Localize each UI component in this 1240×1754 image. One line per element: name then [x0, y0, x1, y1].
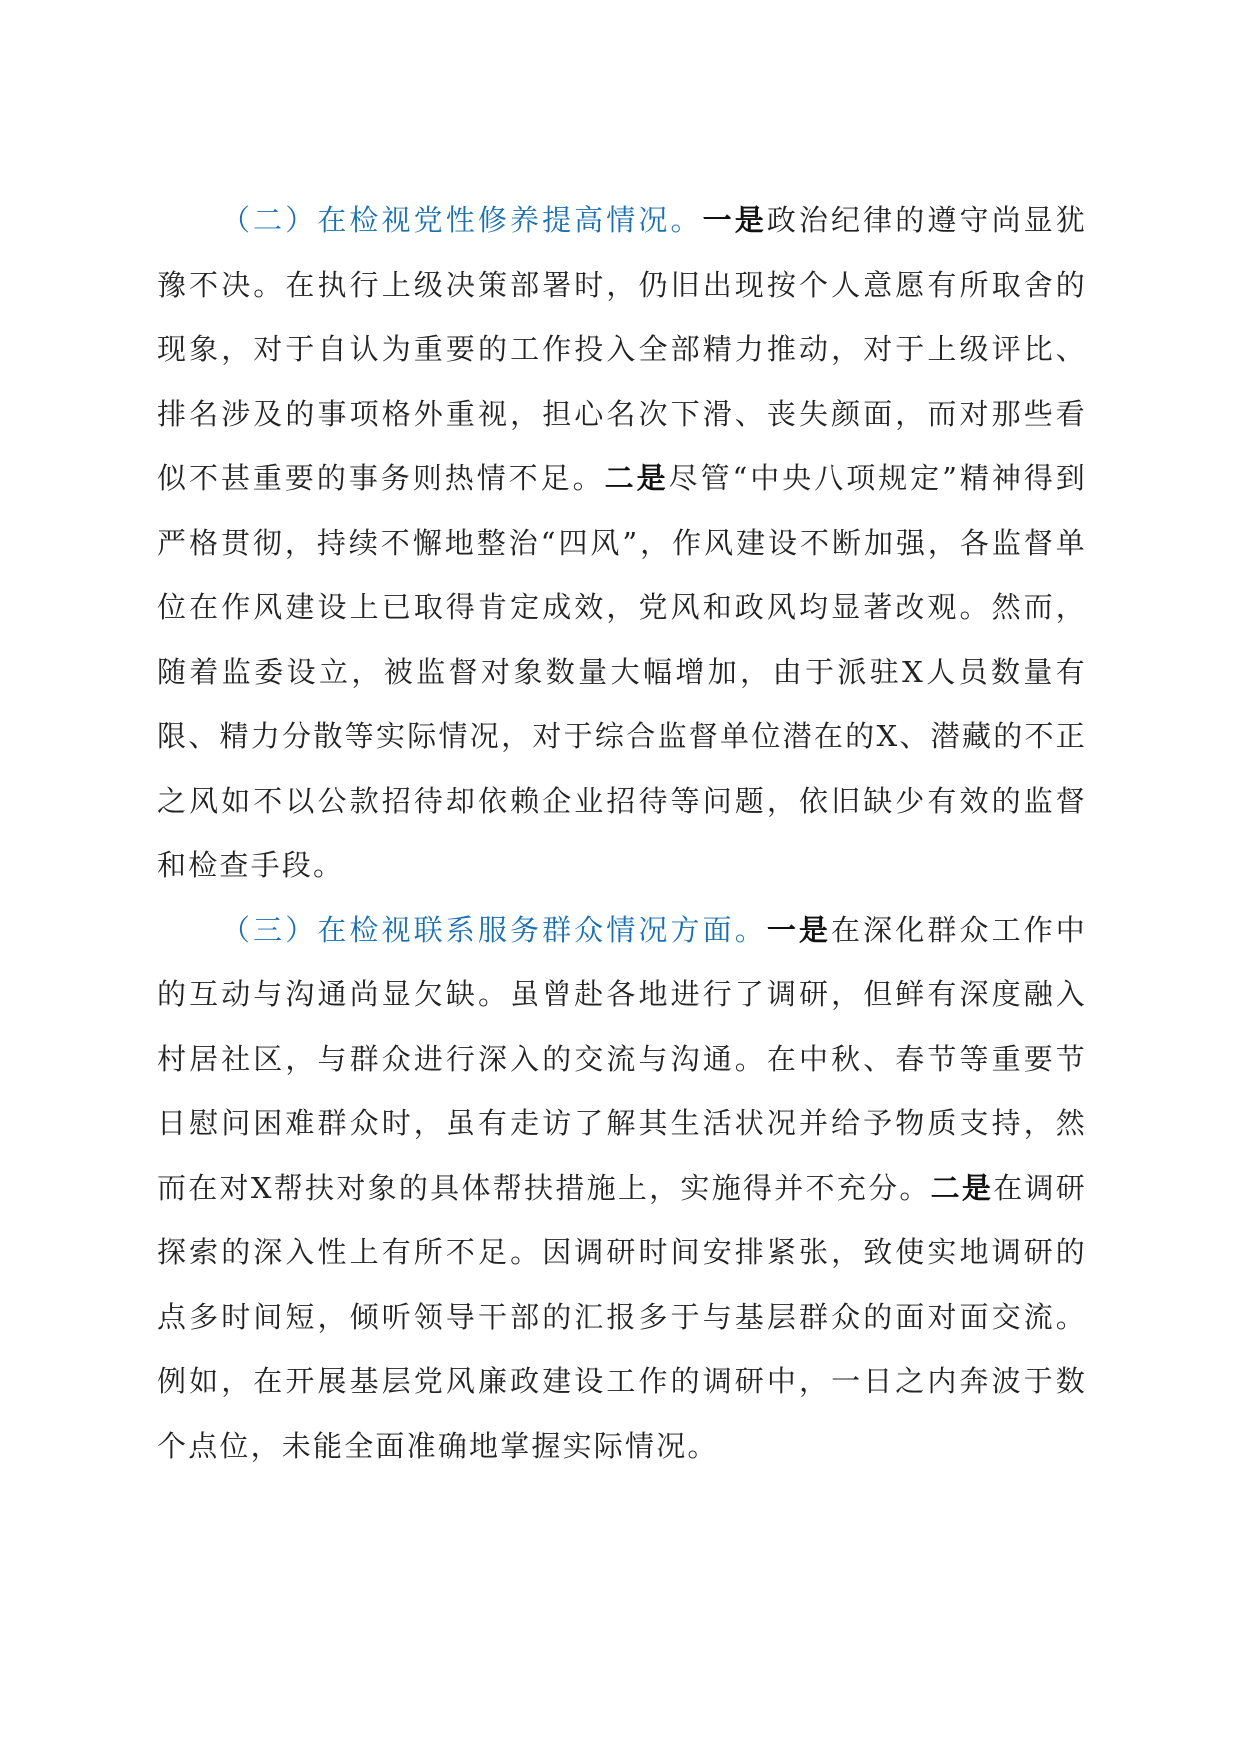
- point-one-label: 一是: [766, 912, 832, 947]
- point-two-label: 二是: [930, 1170, 994, 1205]
- paragraph-party-spirit: [157, 188, 1087, 898]
- point-one-label: 一是: [702, 203, 767, 237]
- point-two-text: 尽管“中央八项规定”精神得到严格贯彻，持续不懈地整治“四风”，作风建设不断加强，各监督单位在作风建设上已取得肯定成效，党风和政风均显著改观。然而，随着监委设立，被监督对象数量大幅增加，由于派驻X人员数量有限、精力分散等实际情况，对于综合监督单位潜在的X、潜藏的不正之风如不以公款招待却依赖企业招待等问题，依旧缺少有效的监督和检查手段。: [157, 461, 1088, 882]
- section-heading-3: （三）在检视联系服务群众情况方面。: [221, 912, 767, 947]
- section-heading-2: （二）在检视党性修养提高情况。: [221, 203, 703, 237]
- document-body: [157, 188, 1087, 1478]
- point-two-label: 二是: [604, 461, 669, 495]
- paragraph-serving-masses: [157, 898, 1087, 1479]
- point-two-text: 在调研探索的深入性上有所不足。因调研时间安排紧张，致使实地调研的点多时间短，倾听领导干部的汇报多于与基层群众的面对面交流。例如，在开展基层党风廉政建设工作的调研中，一日之内奔波于数个点位，未能全面准确地掌握实际情况。: [157, 1170, 1087, 1463]
- point-one-text: 在深化群众工作中的互动与沟通尚显欠缺。虽曾赴各地进行了调研，但鲜有深度融入村居社区，与群众进行深入的交流与沟通。在中秋、春节等重要节日慰问困难群众时，虽有走访了解其生活状况并给予物质支持，然而在对X帮扶对象的具体帮扶措施上，实施得并不充分。: [157, 912, 1087, 1205]
- point-one-text: 政治纪律的遵守尚显犹豫不决。在执行上级决策部署时，仍旧出现按个人意愿有所取舍的现象，对于自认为重要的工作投入全部精力推动，对于上级评比、排名涉及的事项格外重视，担心名次下滑、丧失颜面，而对那些看似不甚重要的事务则热情不足。: [157, 203, 1087, 495]
